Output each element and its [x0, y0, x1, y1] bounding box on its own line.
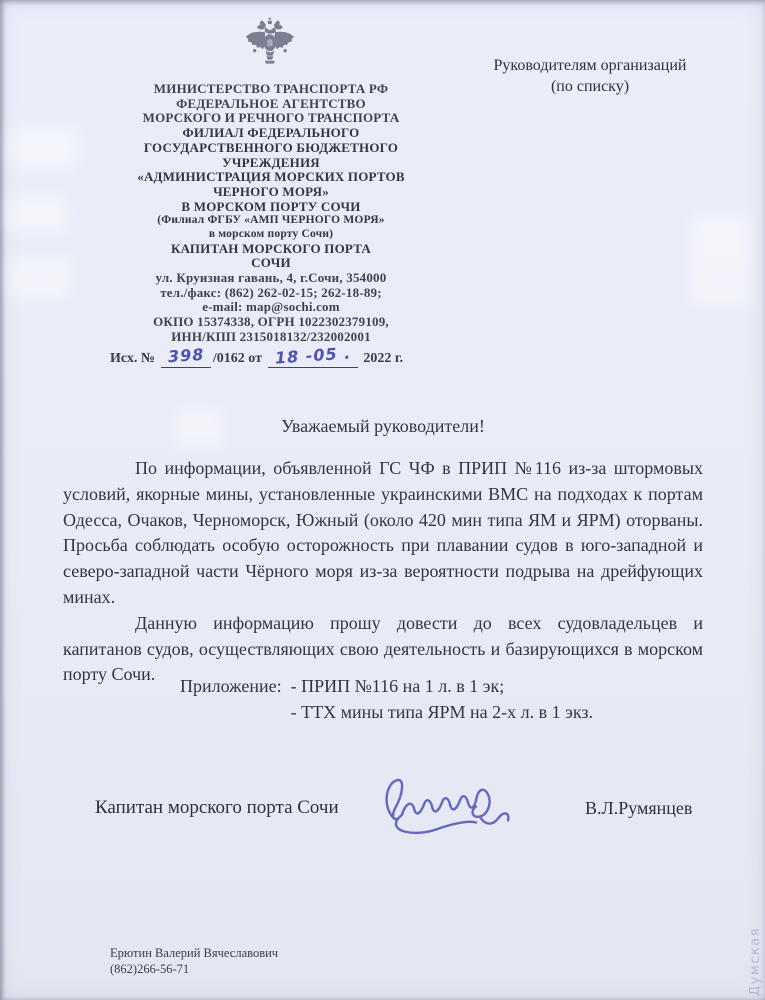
scan-artifact	[8, 258, 70, 298]
letterhead-block	[88, 12, 454, 368]
attachment-label: Приложение:	[180, 676, 282, 696]
watermark-label: Думская	[748, 927, 763, 996]
ref-number-suffix: /0162	[212, 351, 245, 367]
executor-contact	[110, 946, 278, 977]
attachment-item: - ТТХ мины типа ЯРМ на 2-х л. в 1 экз.	[290, 702, 593, 722]
greeting: Уважаемый руководители!	[281, 416, 485, 436]
org-line: УЧРЕЖДЕНИЯ	[222, 154, 320, 170]
org-line: СОЧИ	[251, 255, 291, 271]
org-line: в морском порту Сочи)	[208, 227, 334, 240]
contact-phone: (862)266-56-71	[110, 961, 190, 976]
org-line: e-mail: map@sochi.com	[202, 299, 340, 315]
signature-title: Капитан морского порта Сочи	[95, 797, 339, 818]
org-line: КАПИТАН МОРСКОГО ПОРТА	[170, 240, 372, 256]
ref-prefix: Исх. №	[110, 351, 155, 367]
attachment-block	[180, 673, 593, 725]
scan-artifact	[690, 215, 750, 305]
addressee-line: (по списку)	[550, 78, 630, 95]
scan-artifact	[8, 128, 78, 168]
ref-date-handwritten: 18 -05 .	[273, 343, 352, 369]
org-line: ФЕДЕРАЛЬНОЕ АГЕНТСТВО	[176, 95, 366, 111]
attachment-item: - ПРИП №116 на 1 л. в 1 эк;	[290, 676, 505, 696]
contact-name: Ерютин Валерий Вячеславович	[110, 946, 279, 960]
signature-name: В.Л.Румянцев	[585, 798, 693, 818]
attachment-items	[291, 673, 593, 725]
org-line: МИНИСТЕРСТВО ТРАНСПОРТА РФ	[153, 81, 389, 96]
org-line: «АДМИНИСТРАЦИЯ МОРСКИХ ПОРТОВ	[137, 169, 405, 185]
outgoing-ref-line	[88, 343, 454, 369]
ref-ot: от	[248, 351, 262, 367]
scan-artifact	[6, 196, 66, 232]
org-line: МОРСКОГО И РЕЧНОГО ТРАНСПОРТА	[142, 110, 400, 126]
addressee-line: Руководителям организаций	[493, 57, 687, 74]
russia-coat-of-arms-icon	[240, 12, 302, 78]
org-line: тел./факс: (862) 262-02-15; 262-18-89;	[160, 284, 382, 300]
ref-number-underline	[161, 347, 211, 368]
paragraph: По информации, объявленной ГС ЧФ в ПРИП №116 из-за штормовых условий, якорные мины, установленные украинскими ВМС на подходах к портам Одесса, Очаков, Черноморск, Южный (около 420 мин типа ЯМ и ЯРМ) оторваны. Просьба соблюдать особую осторожность при плавании судов в юго-западной и северо-западной части Чёрного моря из-за вероятности подрыва на дрейфующих минах.	[63, 458, 703, 607]
ref-number-handwritten: 398	[166, 345, 205, 367]
org-line: ЧЕРНОГО МОРЯ»	[213, 183, 329, 199]
org-line: В МОРСКОМ ПОРТУ СОЧИ	[181, 198, 361, 214]
ref-date-underline	[268, 343, 358, 369]
org-line: ГОСУДАРСТВЕННОГО БЮДЖЕТНОГО	[143, 139, 399, 155]
ref-year: 2022 г.	[363, 351, 404, 367]
org-line: ОКПО 15374338, ОГРН 1022302379109,	[153, 314, 389, 330]
org-line: ИНН/КПП 2315018132/232002001	[171, 328, 371, 344]
org-line: ул. Круизная гавань, 4, г.Сочи, 354000	[155, 269, 387, 285]
handwritten-signature-icon	[372, 765, 532, 843]
letter-body	[63, 456, 703, 688]
org-line: ФИЛИАЛ ФЕДЕРАЛЬНОГО	[182, 125, 360, 141]
paragraph: Данную информацию прошу довести до всех судовладельцев и капитанов судов, осуществляющих свою деятельность и базирующихся в морском порту Сочи.	[63, 612, 703, 685]
addressee-block	[458, 55, 722, 97]
org-line: (Филиал ФГБУ «АМП ЧЕРНОГО МОРЯ»	[157, 214, 385, 227]
